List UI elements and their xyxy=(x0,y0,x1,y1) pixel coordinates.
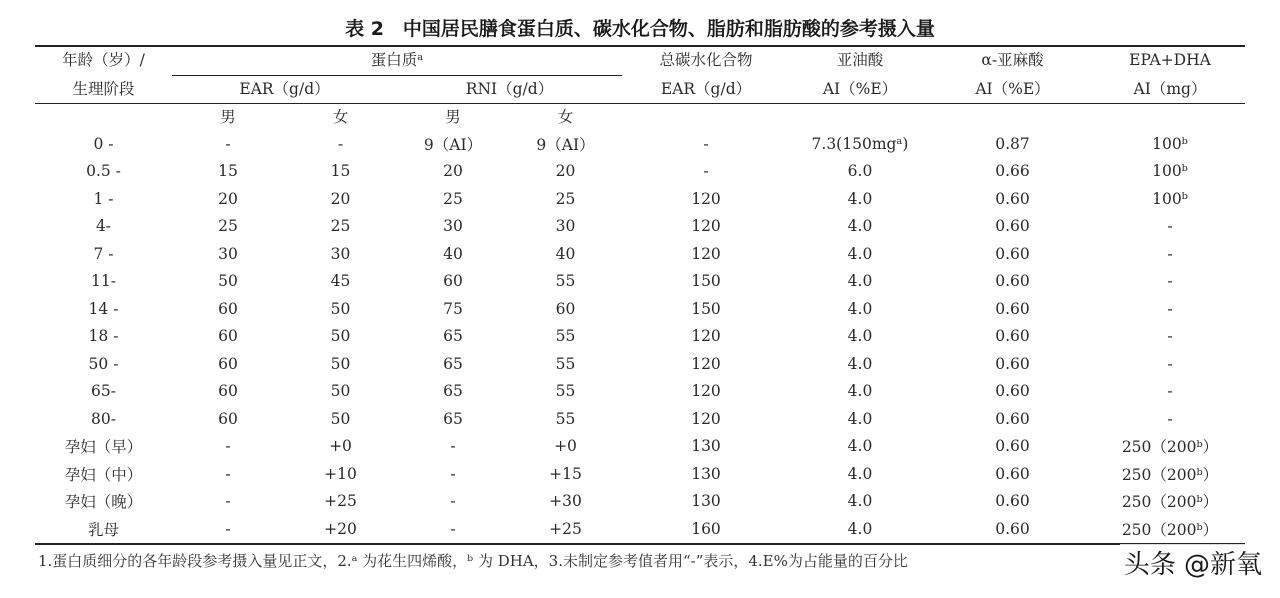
table-row xyxy=(35,515,1245,543)
cell-linoleic-ai: 4.0 xyxy=(847,492,873,511)
table-row xyxy=(35,350,1245,378)
cell-carb-ear: 150 xyxy=(691,299,721,318)
header-la-line1: 亚油酸 xyxy=(836,51,884,69)
cell-alpha-linolenic-ai: 0.60 xyxy=(995,437,1030,456)
cell-protein-rni-male: 25 xyxy=(443,189,463,208)
cell-age: 孕妇（晚） xyxy=(64,493,143,512)
header-protein: 蛋白质ᵃ xyxy=(370,51,424,69)
cell-protein-ear-male: - xyxy=(225,464,231,483)
table-row xyxy=(35,130,1245,158)
cell-protein-rni-female: +30 xyxy=(549,492,582,511)
cell-protein-ear-male: 25 xyxy=(218,217,238,236)
table-row xyxy=(35,323,1245,351)
cell-carb-ear: - xyxy=(703,162,709,181)
header-carb-line1: 总碳水化合物 xyxy=(659,51,753,69)
cell-age: 50 - xyxy=(88,354,119,373)
cell-age: 4- xyxy=(95,217,112,236)
cell-protein-rni-female: 55 xyxy=(555,382,576,401)
cell-carb-ear: 120 xyxy=(691,217,721,236)
watermark: 头条 @新氧 xyxy=(1120,544,1266,581)
cell-epa-dha-ai: - xyxy=(1167,244,1173,263)
cell-protein-ear-male: - xyxy=(225,134,231,153)
header-epa-line1: EPA+DHA xyxy=(1129,51,1211,69)
cell-carb-ear: 120 xyxy=(691,327,721,346)
cell-age: 14 - xyxy=(88,299,119,318)
cell-age: 0.5 - xyxy=(86,162,121,181)
cell-age: 孕妇（早） xyxy=(64,438,143,457)
cell-protein-ear-male: 60 xyxy=(218,327,238,346)
cell-linoleic-ai: 4.0 xyxy=(847,409,873,428)
cell-protein-rni-female: 9（AI） xyxy=(536,135,595,154)
cell-protein-rni-male: 30 xyxy=(443,217,463,236)
bottom-rule xyxy=(35,543,1245,545)
cell-age: 65- xyxy=(91,382,116,401)
table-row xyxy=(35,213,1245,241)
cell-protein-ear-female: - xyxy=(337,134,344,153)
cell-protein-rni-female: +0 xyxy=(554,437,577,456)
cell-carb-ear: 120 xyxy=(691,382,721,401)
cell-epa-dha-ai: 100ᵇ xyxy=(1152,134,1188,153)
cell-epa-dha-ai: - xyxy=(1167,299,1173,318)
cell-carb-ear: 160 xyxy=(691,519,721,538)
cell-linoleic-ai: 7.3(150mgᵃ) xyxy=(811,134,909,153)
cell-protein-ear-male: 30 xyxy=(218,244,238,263)
top-rule xyxy=(35,45,1245,47)
cell-carb-ear: 120 xyxy=(691,354,721,373)
cell-alpha-linolenic-ai: 0.60 xyxy=(995,244,1030,263)
cell-protein-rni-female: 60 xyxy=(555,299,576,318)
cell-protein-rni-female: 55 xyxy=(555,409,576,428)
table-row xyxy=(35,378,1245,406)
cell-protein-ear-male: - xyxy=(225,492,231,511)
table-row xyxy=(35,158,1245,186)
table-row xyxy=(35,268,1245,296)
cell-age: 乳母 xyxy=(87,520,119,539)
cell-carb-ear: 150 xyxy=(691,272,721,291)
cell-carb-ear: - xyxy=(703,134,709,153)
sex-label-ear-female: 女 xyxy=(332,108,349,126)
cell-protein-rni-male: 60 xyxy=(443,272,463,291)
table-row xyxy=(35,240,1245,268)
cell-protein-ear-female: 15 xyxy=(330,162,351,181)
cell-alpha-linolenic-ai: 0.60 xyxy=(995,354,1030,373)
cell-linoleic-ai: 6.0 xyxy=(847,162,873,181)
table-row xyxy=(35,185,1245,213)
cell-protein-rni-female: +25 xyxy=(549,519,582,538)
cell-protein-ear-female: 50 xyxy=(330,382,351,401)
cell-protein-ear-female: 50 xyxy=(330,354,351,373)
cell-protein-ear-female: 50 xyxy=(330,299,351,318)
cell-protein-rni-male: 65 xyxy=(443,354,463,373)
sex-label-rni-female: 女 xyxy=(557,108,574,126)
cell-protein-ear-male: 50 xyxy=(218,272,238,291)
cell-alpha-linolenic-ai: 0.60 xyxy=(995,299,1030,318)
cell-alpha-linolenic-ai: 0.60 xyxy=(995,409,1030,428)
cell-protein-ear-female: 20 xyxy=(330,189,351,208)
cell-protein-ear-female: +0 xyxy=(329,437,352,456)
cell-alpha-linolenic-ai: 0.66 xyxy=(995,162,1030,181)
cell-alpha-linolenic-ai: 0.60 xyxy=(995,492,1030,511)
cell-alpha-linolenic-ai: 0.60 xyxy=(995,464,1030,483)
cell-protein-ear-male: 60 xyxy=(218,299,238,318)
cell-carb-ear: 130 xyxy=(691,464,721,483)
cell-carb-ear: 120 xyxy=(691,189,721,208)
cell-protein-ear-female: 50 xyxy=(330,409,351,428)
cell-protein-rni-female: 55 xyxy=(555,327,576,346)
intake-table xyxy=(35,104,1245,543)
cell-alpha-linolenic-ai: 0.60 xyxy=(995,519,1030,538)
table-title: 表 2 中国居民膳食蛋白质、碳水化合物、脂肪和脂肪酸的参考摄入量 xyxy=(345,18,935,40)
cell-linoleic-ai: 4.0 xyxy=(847,354,873,373)
cell-protein-ear-male: - xyxy=(225,519,231,538)
cell-linoleic-ai: 4.0 xyxy=(847,519,873,538)
table-row xyxy=(35,460,1245,488)
cell-protein-rni-male: 65 xyxy=(443,382,463,401)
cell-linoleic-ai: 4.0 xyxy=(847,437,873,456)
cell-protein-rni-male: - xyxy=(450,464,456,483)
cell-epa-dha-ai: 250（200ᵇ） xyxy=(1121,465,1219,484)
sex-label-ear-male: 男 xyxy=(220,108,236,126)
cell-age: 7 - xyxy=(93,244,114,263)
cell-protein-rni-female: 55 xyxy=(555,354,576,373)
cell-alpha-linolenic-ai: 0.60 xyxy=(995,327,1030,346)
cell-protein-ear-male: 20 xyxy=(218,189,238,208)
footnote: 1.蛋白质细分的各年龄段参考摄入量见正文，2.ᵃ 为花生四烯酸，ᵇ 为 DHA，3.未制定参考值者用“-”表示，4.E%为占能量的百分比 xyxy=(38,552,908,570)
cell-protein-rni-male: 65 xyxy=(443,409,463,428)
cell-protein-ear-female: 30 xyxy=(330,244,351,263)
cell-alpha-linolenic-ai: 0.87 xyxy=(995,134,1030,153)
cell-epa-dha-ai: 250（200ᵇ） xyxy=(1121,438,1219,457)
table-row xyxy=(35,405,1245,433)
cell-carb-ear: 130 xyxy=(691,437,721,456)
cell-epa-dha-ai: - xyxy=(1167,354,1173,373)
cell-epa-dha-ai: 100ᵇ xyxy=(1152,162,1188,181)
sex-label-rni-male: 男 xyxy=(445,108,461,126)
cell-protein-ear-female: 45 xyxy=(330,272,351,291)
cell-carb-ear: 120 xyxy=(691,244,721,263)
header-age-line2: 生理阶段 xyxy=(72,80,135,98)
cell-epa-dha-ai: 250（200ᵇ） xyxy=(1121,493,1219,512)
cell-linoleic-ai: 4.0 xyxy=(847,217,873,236)
cell-protein-rni-male: 75 xyxy=(443,299,463,318)
cell-alpha-linolenic-ai: 0.60 xyxy=(995,217,1030,236)
sex-row-spacer xyxy=(35,104,1245,130)
cell-protein-rni-female: 25 xyxy=(555,189,576,208)
header-epa-line2: AI（mg） xyxy=(1133,80,1207,98)
cell-carb-ear: 130 xyxy=(691,492,721,511)
cell-protein-ear-male: 15 xyxy=(218,162,238,181)
cell-protein-ear-female: +10 xyxy=(324,464,357,483)
cell-carb-ear: 120 xyxy=(691,409,721,428)
cell-protein-ear-male: 60 xyxy=(218,409,238,428)
header-carb-line2: EAR（g/d） xyxy=(660,80,752,98)
cell-age: 1 - xyxy=(93,189,114,208)
cell-alpha-linolenic-ai: 0.60 xyxy=(995,189,1030,208)
cell-epa-dha-ai: - xyxy=(1167,409,1173,428)
cell-protein-rni-male: 40 xyxy=(443,244,463,263)
cell-protein-ear-female: +25 xyxy=(324,492,357,511)
cell-alpha-linolenic-ai: 0.60 xyxy=(995,272,1030,291)
cell-epa-dha-ai: 100ᵇ xyxy=(1152,189,1188,208)
table-row xyxy=(35,433,1245,461)
cell-protein-rni-female: 40 xyxy=(555,244,576,263)
cell-protein-ear-male: 60 xyxy=(218,382,238,401)
cell-protein-rni-male: 20 xyxy=(443,162,463,181)
cell-epa-dha-ai: - xyxy=(1167,382,1173,401)
cell-linoleic-ai: 4.0 xyxy=(847,244,873,263)
cell-protein-rni-male: 9（AI） xyxy=(423,135,483,154)
cell-epa-dha-ai: - xyxy=(1167,217,1173,236)
cell-protein-ear-male: 60 xyxy=(218,354,238,373)
cell-protein-rni-female: 20 xyxy=(555,162,576,181)
cell-protein-rni-female: 30 xyxy=(555,217,576,236)
cell-protein-rni-female: 55 xyxy=(555,272,576,291)
cell-protein-rni-male: - xyxy=(450,492,456,511)
cell-age: 18 - xyxy=(88,327,119,346)
cell-alpha-linolenic-ai: 0.60 xyxy=(995,382,1030,401)
cell-linoleic-ai: 4.0 xyxy=(847,382,873,401)
table-row xyxy=(35,488,1245,516)
cell-age: 0 - xyxy=(93,134,114,153)
header-ear: EAR（g/d） xyxy=(239,80,330,98)
table-row xyxy=(35,295,1245,323)
cell-epa-dha-ai: - xyxy=(1167,327,1173,346)
cell-age: 11- xyxy=(91,272,116,291)
protein-subrule xyxy=(172,75,622,76)
header-rni: RNI（g/d） xyxy=(465,80,554,98)
cell-protein-ear-female: 25 xyxy=(330,217,351,236)
cell-protein-ear-female: +20 xyxy=(324,519,357,538)
cell-protein-rni-male: 65 xyxy=(443,327,463,346)
header-ala-line2: AI（%E） xyxy=(975,80,1050,98)
cell-epa-dha-ai: 250（200ᵇ） xyxy=(1121,520,1219,539)
cell-protein-rni-female: +15 xyxy=(549,464,582,483)
cell-epa-dha-ai: - xyxy=(1167,272,1173,291)
cell-linoleic-ai: 4.0 xyxy=(847,189,873,208)
header-ala-line1: α-亚麻酸 xyxy=(981,51,1044,69)
cell-protein-ear-male: - xyxy=(225,437,231,456)
cell-linoleic-ai: 4.0 xyxy=(847,327,873,346)
cell-linoleic-ai: 4.0 xyxy=(847,272,873,291)
header-age-line1: 年龄（岁）/ xyxy=(62,51,145,69)
cell-protein-ear-female: 50 xyxy=(330,327,351,346)
cell-protein-rni-male: - xyxy=(450,519,456,538)
cell-age: 孕妇（中） xyxy=(64,465,143,484)
cell-linoleic-ai: 4.0 xyxy=(847,464,873,483)
cell-age: 80- xyxy=(91,409,116,428)
cell-protein-rni-male: - xyxy=(450,437,456,456)
cell-linoleic-ai: 4.0 xyxy=(847,299,873,318)
header-la-line2: AI（%E） xyxy=(822,80,898,98)
